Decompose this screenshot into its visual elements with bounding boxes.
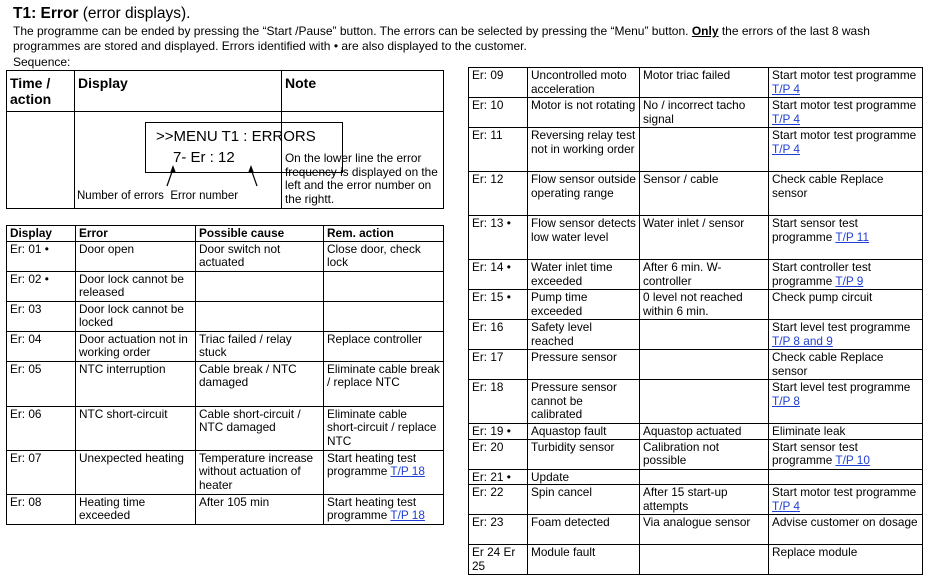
remedial-action: Start level test programme T/P 8 and 9	[769, 320, 923, 350]
remedial-action: Check cable Replace sensor	[769, 172, 923, 216]
possible-cause	[196, 301, 324, 331]
remedial-action: Start sensor test programme T/P 11	[769, 216, 923, 260]
possible-cause	[640, 128, 769, 172]
possible-cause: Triac failed / relay stuck	[196, 331, 324, 361]
error-code: Er: 03	[7, 301, 76, 331]
table-row	[7, 331, 444, 361]
error-description: Door open	[76, 241, 196, 271]
caption-error-number: Error number	[170, 190, 239, 202]
possible-cause: Door switch not actuated	[196, 241, 324, 271]
sequence-label: Sequence:	[13, 55, 71, 69]
table-row	[469, 216, 923, 260]
error-table-left	[6, 225, 444, 525]
possible-cause	[640, 380, 769, 424]
remedial-action: Start heating test programme T/P 18	[324, 494, 444, 524]
remedial-action: Start motor test programme T/P 4	[769, 68, 923, 98]
display-cell	[75, 112, 316, 209]
error-description: Unexpected heating	[76, 450, 196, 494]
header-action: Rem. action	[324, 226, 444, 242]
possible-cause: After 6 min. W-controller	[640, 260, 769, 290]
possible-cause: After 105 min	[196, 494, 324, 524]
test-programme-link[interactable]: T/P 18	[390, 464, 425, 478]
remedial-action: Close door, check lock	[324, 241, 444, 271]
table-row	[469, 320, 923, 350]
table-row	[469, 290, 923, 320]
test-programme-link[interactable]: T/P 11	[835, 229, 870, 244]
table-row	[469, 439, 923, 469]
col-time-action: Time / action	[7, 71, 75, 112]
error-code: Er: 04	[7, 331, 76, 361]
error-description: Water inlet time exceeded	[528, 260, 640, 290]
possible-cause: Sensor / cable	[640, 172, 769, 216]
table-row	[7, 241, 444, 271]
possible-cause	[196, 271, 324, 301]
remedial-action: Start motor test programme T/P 4	[769, 128, 923, 172]
test-programme-link[interactable]: T/P 8	[772, 393, 800, 408]
possible-cause: Motor triac failed	[640, 68, 769, 98]
test-programme-link[interactable]: T/P 4	[772, 111, 800, 126]
remedial-action: Eliminate cable break / replace NTC	[324, 361, 444, 406]
error-code: Er: 20	[469, 439, 528, 469]
error-code: Er: 01 •	[7, 241, 76, 271]
header-display: Display	[7, 226, 76, 242]
table-row	[469, 380, 923, 424]
error-code: Er: 14 •	[469, 260, 528, 290]
error-code: Er: 06	[7, 406, 76, 450]
error-description: Motor is not rotating	[528, 98, 640, 128]
error-description: Spin cancel	[528, 485, 640, 515]
error-code: Er: 13 •	[469, 216, 528, 260]
table-row	[469, 128, 923, 172]
table-row	[469, 350, 923, 380]
table-row	[469, 424, 923, 440]
possible-cause: Calibration not possible	[640, 439, 769, 469]
error-description: Flow sensor outside operating range	[528, 172, 640, 216]
intro-text: The programme can be ended by pressing the “Start /Pause” button. The errors can be selected by pressing the “Menu” button. Only the errors of the last 8 wash programmes are stored and displayed. Errors identified with • are also displayed to the customer.	[13, 24, 870, 53]
display-caption	[77, 190, 238, 204]
error-code: Er: 05	[7, 361, 76, 406]
error-description: Safety level reached	[528, 320, 640, 350]
remedial-action: Replace controller	[324, 331, 444, 361]
error-description: Heating time exceeded	[76, 494, 196, 524]
error-description: Door lock cannot be locked	[76, 301, 196, 331]
lcd-line-1: >>MENU T1 : ERRORS	[156, 128, 316, 145]
remedial-action: Start motor test programme T/P 4	[769, 98, 923, 128]
table-row	[7, 301, 444, 331]
error-description: NTC interruption	[76, 361, 196, 406]
remedial-action	[769, 469, 923, 485]
remedial-action: Advise customer on dosage	[769, 515, 923, 545]
remedial-action: Start level test programme T/P 8	[769, 380, 923, 424]
error-code: Er: 21 •	[469, 469, 528, 485]
error-description: Pressure sensor	[528, 350, 640, 380]
col-display: Display	[75, 71, 282, 112]
possible-cause: Temperature increase without actuation of heater	[196, 450, 324, 494]
remedial-action: Start heating test programme T/P 18	[324, 450, 444, 494]
table-row	[7, 450, 444, 494]
table-row	[7, 271, 444, 301]
possible-cause	[640, 350, 769, 380]
table-row	[7, 361, 444, 406]
error-code: Er: 18	[469, 380, 528, 424]
lcd-line-2: 7- Er : 12	[173, 149, 235, 166]
remedial-action: Eliminate cable short-circuit / replace NTC	[324, 406, 444, 450]
remedial-action: Replace module	[769, 545, 923, 575]
possible-cause: Cable short-circuit / NTC damaged	[196, 406, 324, 450]
table-row	[469, 545, 923, 575]
possible-cause: Via analogue sensor	[640, 515, 769, 545]
error-description: Foam detected	[528, 515, 640, 545]
table-row	[469, 485, 923, 515]
error-code: Er: 10	[469, 98, 528, 128]
error-code: Er: 11	[469, 128, 528, 172]
error-code: Er: 19 •	[469, 424, 528, 440]
possible-cause: Aquastop actuated	[640, 424, 769, 440]
error-code: Er: 02 •	[7, 271, 76, 301]
table-row	[469, 98, 923, 128]
remedial-action	[324, 301, 444, 331]
error-code: Er: 08	[7, 494, 76, 524]
note-cell: On the lower line the error frequency is displayed on the left and the error number on the rightt.	[282, 112, 444, 209]
possible-cause	[640, 320, 769, 350]
table-row	[7, 406, 444, 450]
sequence-table	[6, 70, 444, 209]
error-table-right	[468, 67, 923, 575]
error-code: Er: 07	[7, 450, 76, 494]
test-programme-link[interactable]: T/P 8 and 9	[772, 333, 833, 348]
test-programme-link[interactable]: T/P 10	[835, 453, 870, 467]
error-code: Er: 23	[469, 515, 528, 545]
error-description: Uncontrolled moto acceleration	[528, 68, 640, 98]
error-description: Reversing relay test not in working order	[528, 128, 640, 172]
error-description: Pressure sensor cannot be calibrated	[528, 380, 640, 424]
error-description: Update	[528, 469, 640, 485]
remedial-action	[324, 271, 444, 301]
error-description: Flow sensor detects low water level	[528, 216, 640, 260]
possible-cause	[640, 469, 769, 485]
test-programme-link[interactable]: T/P 9	[835, 273, 864, 288]
test-programme-link[interactable]: T/P 4	[772, 498, 800, 513]
table-row	[469, 172, 923, 216]
error-code: Er 24 Er 25	[469, 545, 528, 575]
table-row	[469, 469, 923, 485]
possible-cause: 0 level not reached within 6 min.	[640, 290, 769, 320]
page-title: T1: Error (error displays).	[13, 5, 191, 22]
error-code: Er: 16	[469, 320, 528, 350]
error-description: Module fault	[528, 545, 640, 575]
error-description: Door actuation not in working order	[76, 331, 196, 361]
table-row	[469, 68, 923, 98]
caption-number-of-errors: Number of errors	[77, 190, 164, 202]
table-row	[469, 515, 923, 545]
test-programme-link[interactable]: T/P 18	[390, 508, 425, 522]
header-error: Error	[76, 226, 196, 242]
error-description: Door lock cannot be released	[76, 271, 196, 301]
possible-cause: No / incorrect tacho signal	[640, 98, 769, 128]
possible-cause: Cable break / NTC damaged	[196, 361, 324, 406]
col-note: Note	[282, 71, 444, 112]
error-code: Er: 12	[469, 172, 528, 216]
error-description: NTC short-circuit	[76, 406, 196, 450]
possible-cause: Water inlet / sensor	[640, 216, 769, 260]
remedial-action: Start motor test programme T/P 4	[769, 485, 923, 515]
remedial-action: Eliminate leak	[769, 424, 923, 440]
error-description: Aquastop fault	[528, 424, 640, 440]
possible-cause	[640, 545, 769, 575]
error-code: Er: 17	[469, 350, 528, 380]
error-code: Er: 22	[469, 485, 528, 515]
error-description: Turbidity sensor	[528, 439, 640, 469]
table-row	[469, 260, 923, 290]
remedial-action: Start sensor test programme T/P 10	[769, 439, 923, 469]
error-code: Er: 09	[469, 68, 528, 98]
error-code: Er: 15 •	[469, 290, 528, 320]
test-programme-link[interactable]: T/P 4	[772, 81, 800, 96]
possible-cause: After 15 start-up attempts	[640, 485, 769, 515]
remedial-action: Check pump circuit	[769, 290, 923, 320]
remedial-action: Check cable Replace sensor	[769, 350, 923, 380]
table-row	[7, 494, 444, 524]
error-description: Pump time exceeded	[528, 290, 640, 320]
test-programme-link[interactable]: T/P 4	[772, 141, 800, 156]
remedial-action: Start controller test programme T/P 9	[769, 260, 923, 290]
header-cause: Possible cause	[196, 226, 324, 242]
